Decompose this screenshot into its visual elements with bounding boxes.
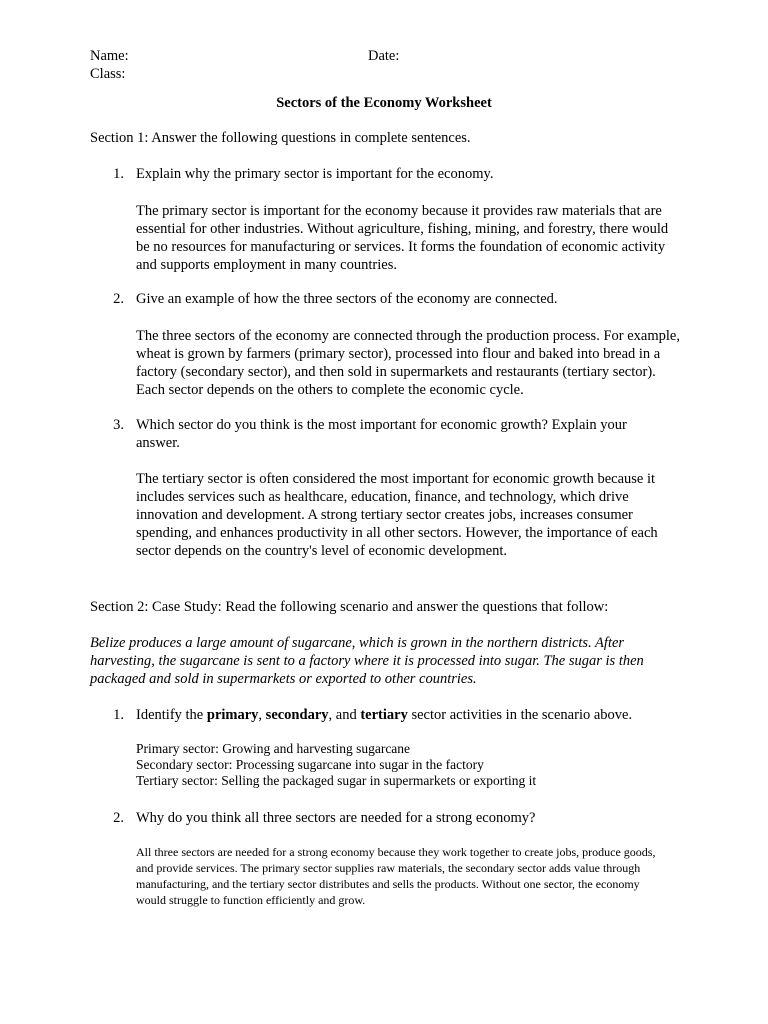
answer-line: Primary sector: Growing and harvesting sugarcane: [136, 741, 411, 756]
question-text: Identify the primary, secondary, and tertiary sector activities in the scenario above.: [136, 707, 633, 723]
worksheet-title: Sectors of the Economy Worksheet: [276, 95, 492, 111]
question-number: 1.: [113, 707, 124, 723]
class-label: Class:: [90, 66, 126, 82]
section2-heading: Section 2: Case Study: Read the following scenario and answer the questions that follow:: [90, 599, 609, 615]
section1-heading: Section 1: Answer the following questions in complete sentences.: [90, 130, 471, 146]
date-label: Date:: [368, 48, 400, 64]
case-study-scenario: Belize produces a large amount of sugarcane, which is grown in the northern districts. After harvesting, the sugarcane is sent to a factory where it is processed into sugar. The sugar is then packaged and sold in supermarkets or exported to other countries.: [90, 635, 644, 687]
question-number: 1.: [113, 166, 124, 182]
question-number: 3.: [113, 417, 124, 433]
question-text: Which sector do you think is the most important for economic growth? Explain your answer.: [136, 417, 627, 451]
question-text: Explain why the primary sector is important for the economy.: [136, 166, 494, 182]
name-label: Name:: [90, 48, 129, 64]
question-number: 2.: [113, 291, 124, 307]
answer-text: The three sectors of the economy are connected through the production process. For example, wheat is grown by farmers (primary sector), processed into flour and baked into bread in a factory (secondary sector), and then sold in supermarkets and restaurants (tertiary sector). Each sector depends on the others to complete the economic cycle.: [136, 328, 680, 398]
answer-text: The tertiary sector is often considered the most important for economic growth because it includes services such as healthcare, education, finance, and technology, which drive innovation and development. A strong tertiary sector creates jobs, increases consumer spending, and enhances productivity in all other sectors. However, the importance of each sector depends on the country's level of economic development.: [136, 471, 658, 559]
question-text: Give an example of how the three sectors of the economy are connected.: [136, 291, 558, 307]
question-number: 2.: [113, 810, 124, 826]
answer-line: Secondary sector: Processing sugarcane into sugar in the factory: [136, 757, 484, 772]
answer-text: The primary sector is important for the economy because it provides raw materials that are essential for other industries. Without agriculture, fishing, mining, and forestry, there would be no resources for manufacturing or services. It forms the foundation of economic activity and supports employment in many countries.: [136, 203, 669, 273]
question-text: Why do you think all three sectors are needed for a strong economy?: [136, 810, 536, 826]
answer-text: All three sectors are needed for a strong economy because they work together to create jobs, produce goods, and provide services. The primary sector supplies raw materials, the secondary sector adds value through manufacturing, and the tertiary sector distributes and sells the products. Without one sector, the economy would struggle to function efficiently and grow.: [136, 845, 656, 907]
answer-line: Tertiary sector: Selling the packaged sugar in supermarkets or exporting it: [136, 773, 537, 788]
